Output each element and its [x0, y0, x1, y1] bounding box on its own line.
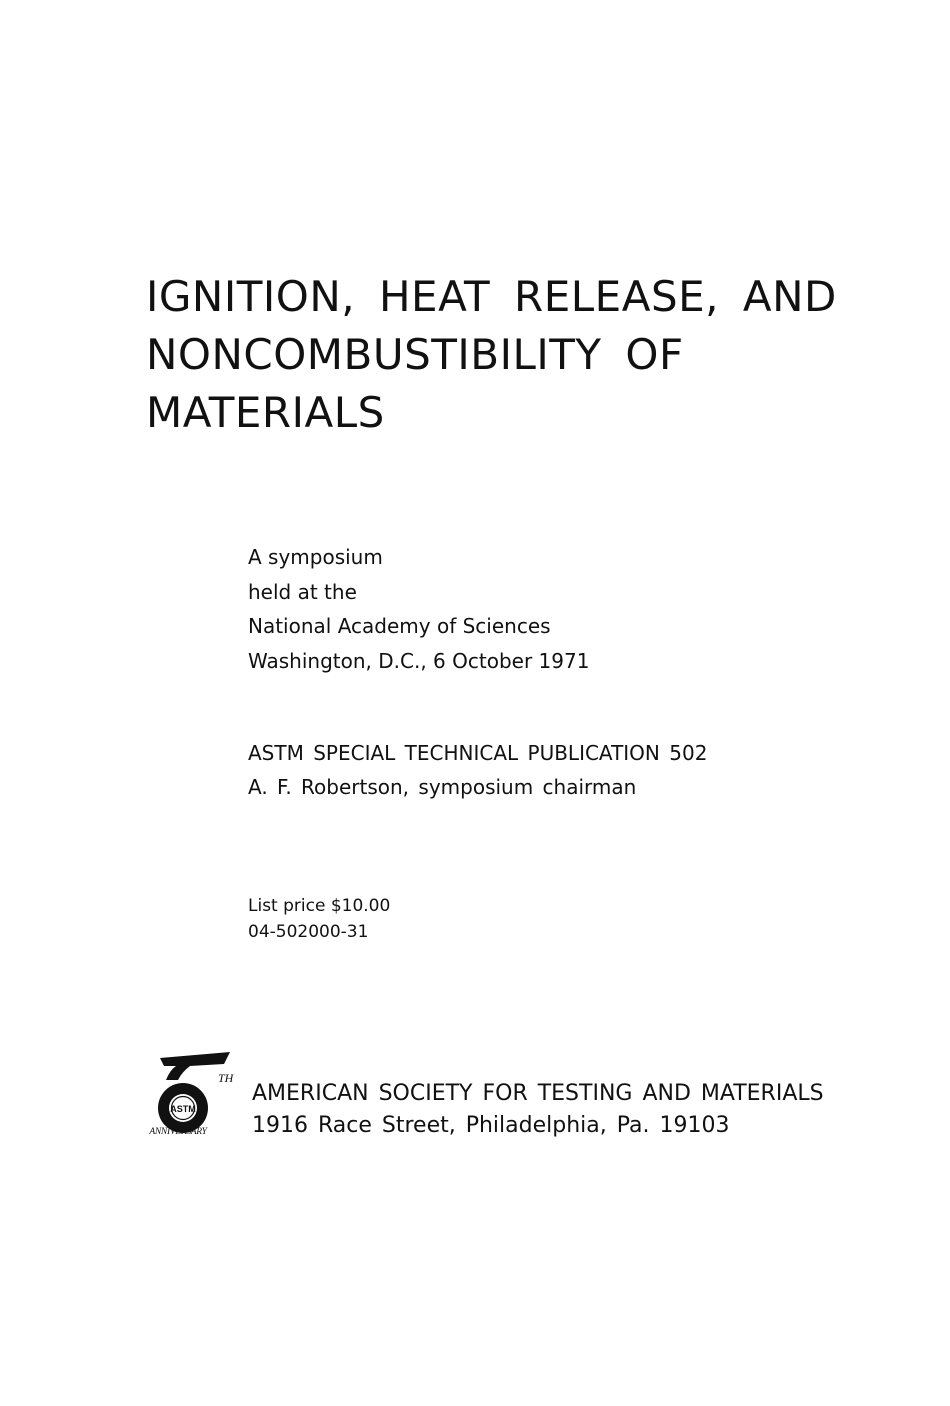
- astm-anniversary-logo-icon: [120, 1050, 236, 1140]
- publication-info: [248, 736, 888, 804]
- title-line-1: IGNITION, HEAT RELEASE, AND: [146, 272, 837, 321]
- symposium-info: [248, 540, 888, 678]
- book-title: [146, 268, 906, 442]
- publisher-address: 1916 Race Street, Philadelphia, Pa. 19103: [252, 1113, 730, 1138]
- symposium-line-2: held at the: [248, 579, 357, 604]
- symposium-chairman: A. F. Robertson, symposium chairman: [248, 775, 637, 799]
- publisher-info: [252, 1078, 892, 1142]
- symposium-line-3: National Academy of Sciences: [248, 614, 551, 638]
- title-line-2: NONCOMBUSTIBILITY OF: [146, 330, 684, 379]
- price-info: [248, 893, 888, 945]
- symposium-line-4: Washington, D.C., 6 October 1971: [248, 648, 590, 673]
- logo-seal-text: ASTM: [170, 1104, 196, 1114]
- publication-series: ASTM SPECIAL TECHNICAL PUBLICATION 502: [248, 741, 708, 765]
- catalog-code: 04-502000-31: [248, 922, 369, 942]
- logo-superscript: TH: [218, 1071, 234, 1085]
- list-price: List price $10.00: [248, 896, 391, 916]
- symposium-line-1: A symposium: [248, 545, 383, 569]
- title-line-3: MATERIALS: [146, 388, 385, 437]
- publisher-name: AMERICAN SOCIETY FOR TESTING AND MATERIALS: [252, 1081, 824, 1106]
- logo-anniversary-word: ANNIVERSARY: [149, 1127, 207, 1137]
